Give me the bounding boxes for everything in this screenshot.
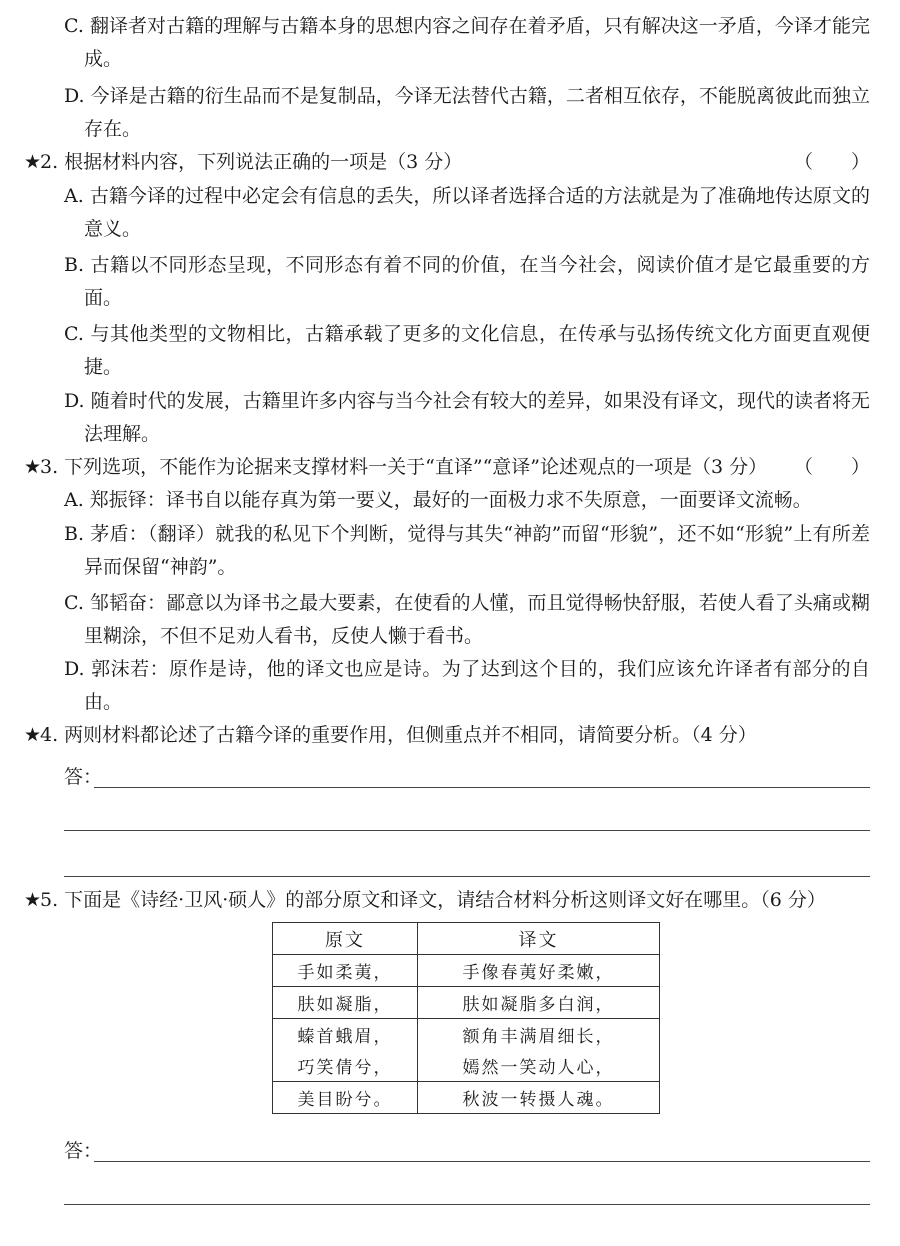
q5-stem-text: 5. 下面是《诗经·卫风·硕人》的部分原文和译文，请结合材料分析这则译文好在哪里。（6 分）	[40, 889, 826, 911]
q4-answer-line-2[interactable]	[64, 830, 870, 831]
table-header-row	[273, 923, 660, 955]
q2-option-c: C. 与其他类型的文物相比，古籍承载了更多的文化信息，在传承与弘扬传统文化方面更直观便捷。	[64, 323, 870, 378]
q4-answer-row[interactable]	[64, 762, 870, 792]
q1-option-c: C. 翻译者对古籍的理解与古籍本身的思想内容之间存在着矛盾，只有解决这一矛盾，今译才能完成。	[64, 15, 870, 70]
table-row	[273, 1082, 660, 1114]
star-icon: ★	[24, 151, 42, 173]
q3-option-c: C. 邹韬奋：鄙意以为译书之最大要素，在使看的人懂，而且觉得畅快舒服，若使人看了头痛或糊里糊涂，不但不足劝人看书，反使人懒于看书。	[64, 592, 870, 647]
table-row	[273, 1019, 660, 1051]
q4-answer-line-3[interactable]	[64, 876, 870, 877]
cell-translation: 秋波一转摄人魂。	[418, 1082, 660, 1114]
q5-stem	[24, 884, 870, 917]
translation-table	[272, 922, 660, 1114]
q2-stem	[24, 146, 870, 179]
cell-translation: 肤如凝脂多白润，	[418, 987, 660, 1019]
q5-answer-line[interactable]	[94, 1161, 870, 1162]
cell-translation: 额角丰满眉细长，	[418, 1019, 660, 1051]
cell-original: 手如柔荑，	[273, 955, 418, 987]
cell-original: 巧笑倩兮，	[273, 1050, 418, 1082]
table-row	[273, 1050, 660, 1082]
cell-translation: 嫣然一笑动人心，	[418, 1050, 660, 1082]
q5-answer-label: 答：	[64, 1140, 103, 1162]
q1-option-d: D. 今译是古籍的衍生品而不是复制品，今译无法替代古籍，二者相互依存，不能脱离彼此而独立存在。	[64, 85, 870, 140]
q5-answer-row[interactable]	[64, 1136, 870, 1166]
q3-stem-text: 3. 下列选项，不能作为论据来支撑材料一关于“直译”“意译”论述观点的一项是（3 分）	[40, 456, 768, 478]
cell-translation: 手像春荑好柔嫩，	[418, 955, 660, 987]
q4-answer-line[interactable]	[94, 787, 870, 788]
q4-answer-label: 答：	[64, 766, 103, 788]
table-row	[273, 955, 660, 987]
q2-stem-text: 2. 根据材料内容，下列说法正确的一项是（3 分）	[40, 151, 463, 173]
cell-original: 肤如凝脂，	[273, 987, 418, 1019]
q3-option-d: D. 郭沫若：原作是诗，他的译文也应是诗。为了达到这个目的，我们应该允许译者有部分的自由。	[64, 658, 870, 713]
header-original: 原文	[273, 923, 418, 955]
q4-stem-text: 4. 两则材料都论述了古籍今译的重要作用，但侧重点并不相同，请简要分析。（4 分）	[40, 724, 757, 746]
q3-option-b: B. 茅盾：（翻译）就我的私见下个判断，觉得与其失“神韵”而留“形貌”，还不如“形貌”上有所差异而保留“神韵”。	[64, 523, 870, 578]
q3-stem	[24, 451, 870, 484]
q2-option-d: D. 随着时代的发展，古籍里许多内容与当今社会有较大的差异，如果没有译文，现代的读者将无法理解。	[64, 390, 870, 445]
star-icon: ★	[24, 456, 42, 478]
table-row	[273, 987, 660, 1019]
cell-original: 螓首蛾眉，	[273, 1019, 418, 1051]
star-icon: ★	[24, 724, 42, 746]
q3-option-a: A. 郑振铎：译书自以能存真为第一要义，最好的一面极力求不失原意，一面要译文流畅。	[64, 489, 812, 511]
q2-option-a: A. 古籍今译的过程中必定会有信息的丢失，所以译者选择合适的方法就是为了准确地传达原文的意义。	[64, 185, 870, 240]
cell-original: 美目盼兮。	[273, 1082, 418, 1114]
q2-answer-parentheses[interactable]: （ ）	[793, 151, 870, 173]
q3-answer-parentheses[interactable]: （ ）	[793, 456, 870, 478]
q2-option-b: B. 古籍以不同形态呈现，不同形态有着不同的价值，在当今社会，阅读价值才是它最重要的方面。	[64, 254, 870, 309]
header-translation: 译文	[418, 923, 660, 955]
q5-answer-line-2[interactable]	[64, 1204, 870, 1205]
star-icon: ★	[24, 889, 42, 911]
q4-stem	[24, 719, 870, 752]
